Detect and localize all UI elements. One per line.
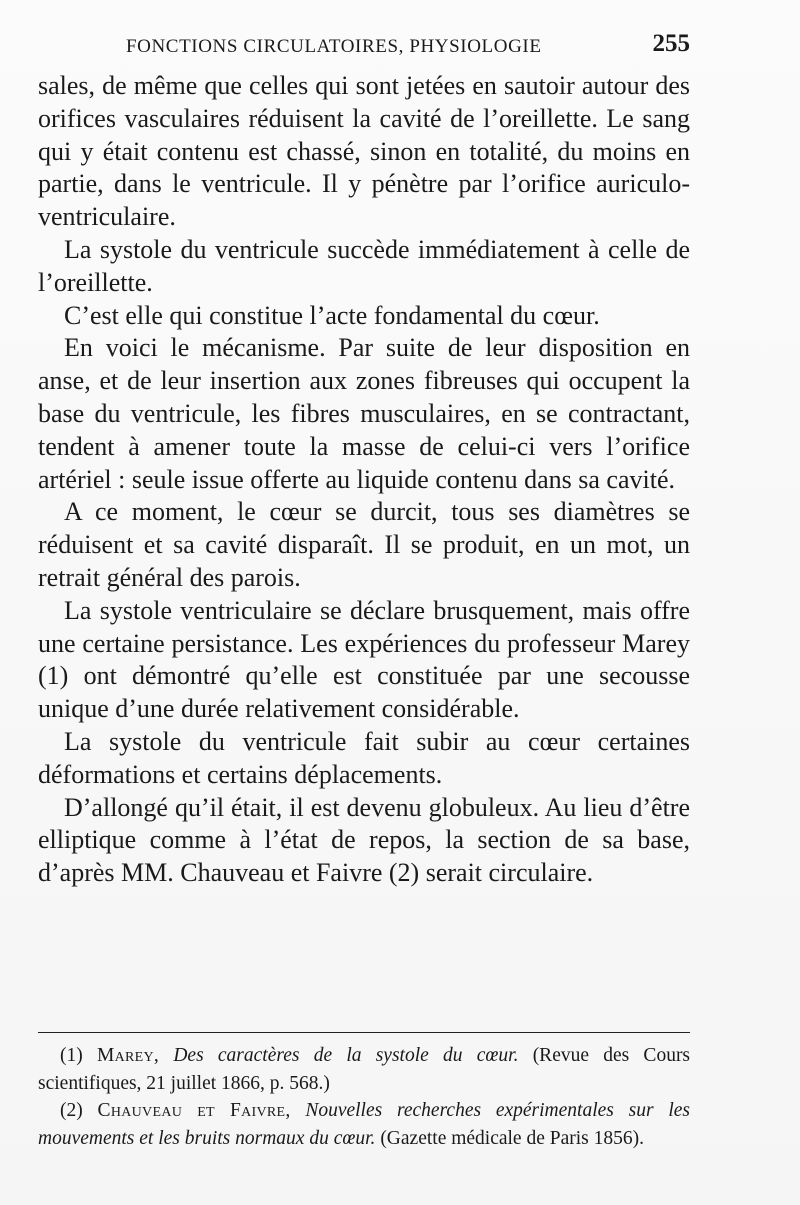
footnote-title: Nouvelles recherches expérimentales sur les mouvements et les bruits normaux du cœur. — [38, 1100, 690, 1149]
paragraph: C’est elle qui constitue l’acte fondamental du cœur. — [64, 300, 600, 330]
footnote-source: (Revue des Cours scientifiques, 21 juillet 1866, p. 568.) — [38, 1045, 691, 1094]
paragraph: A ce moment, le cœur se durcit, tous ses diamètres se réduisent et sa cavité disparaît. Il se produit, en un mot, un retrait général des parois. — [38, 497, 690, 592]
running-title: FONCTIONS CIRCULATOIRES, PHYSIOLOGIE — [126, 36, 542, 57]
paragraph: En voici le mécanisme. Par suite de leur disposition en anse, et de leur insertion aux zones fibreuses qui occupent la base du ventricule, les fibres musculaires, en se contractant, tendent à amener toute la masse de celui-ci vers l’orifice artériel : seule issue offerte au liquide contenu dans sa cavité. — [38, 333, 690, 494]
paragraph: D’allongé qu’il était, il est devenu globuleux. Au lieu d’être elliptique comme à l’état de repos, la section de sa base, d’après MM. Chauveau et Faivre (2) serait circulaire. — [38, 792, 690, 888]
footnote — [38, 1097, 690, 1152]
page-number: 255 — [652, 30, 690, 57]
running-header — [38, 32, 690, 60]
paragraph: La systole du ventricule fait subir au cœur certaines déformations et certains déplacements. — [38, 726, 690, 789]
footnote-title: Des caractères de la systole du cœur. — [173, 1045, 519, 1066]
footnote — [38, 1042, 690, 1097]
paragraph: sales, de même que celles qui sont jetées en sautoir autour des orifices vasculaires réduisent la cavité de l’oreillette. Le sang qui y était contenu est chassé, sinon en totalité, du moins en partie, dans le ventricule. Il y pénètre par l’orifice auriculo-ventriculaire. — [38, 71, 690, 232]
footnote-marker: (2) — [60, 1100, 83, 1121]
footnote-marker: (1) — [60, 1045, 83, 1066]
paragraph: La systole ventriculaire se déclare brusquement, mais offre une certaine persistance. Les expériences du professeur Marey (1) ont démontré qu’elle est constituée par une secousse unique d’une durée relativement considérable. — [38, 595, 690, 724]
body-text — [38, 70, 690, 890]
footnote-author: Chauveau et Faivre, — [97, 1100, 291, 1121]
footnotes — [38, 1042, 690, 1152]
footnote-author: Marey, — [96, 1045, 160, 1066]
footnote-source: (Gazette médicale de Paris 1856). — [380, 1127, 644, 1149]
footnote-separator — [38, 1032, 690, 1033]
paragraph: La systole du ventricule succède immédiatement à celle de l’oreillette. — [38, 234, 690, 297]
